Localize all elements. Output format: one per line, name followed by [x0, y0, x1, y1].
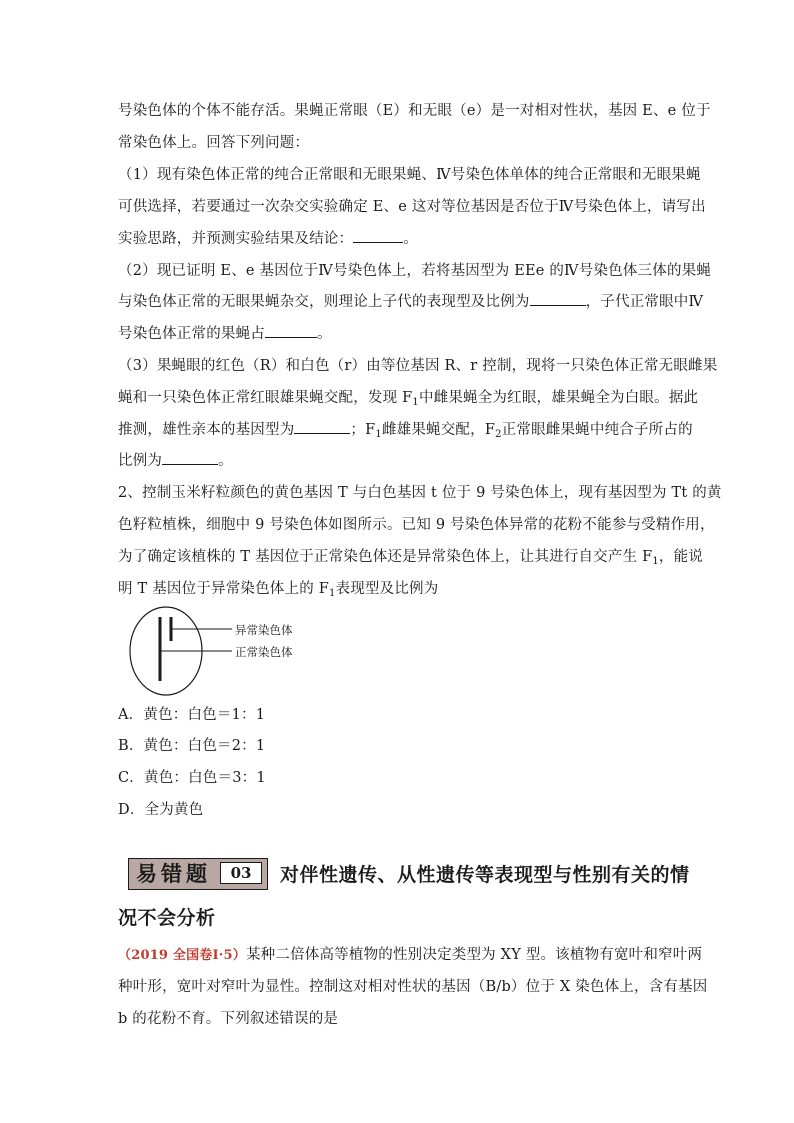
section-banner	[128, 858, 268, 890]
q1-part3-line-1: （3）果蝇眼的红色（R）和白色（r）由等位基因 R、r 控制，现将一只染色体正常无眼雌果	[118, 358, 718, 374]
q1-part3-text-c: 推测，雄性亲本的基因型为	[118, 422, 295, 438]
q1-part3-text-e: 雌雄果蝇交配，F	[381, 422, 496, 438]
q1-part3-text-d: ；F	[350, 422, 376, 438]
q1-line-2: 常染色体上。回答下列问题：	[118, 135, 310, 151]
q2-line-2: 色籽粒植株，细胞中 9 号染色体如图所示。已知 9 号染色体异常的花粉不能参与受精作用，	[118, 517, 715, 533]
q2-line-4	[118, 579, 438, 604]
q1-part3-text-b: 中雌果蝇全为红眼，雄果蝇全为白眼。据此	[418, 390, 699, 406]
q1-part3-text-a: 蝇和一只染色体正常红眼雄果蝇交配，发现 F	[118, 390, 413, 406]
label-abnormal-chromosome: 异常染色体	[235, 623, 293, 637]
banner-number: 03	[220, 862, 262, 884]
q1-part1-text: 实验思路，并预测实验结果及结论：	[118, 231, 354, 247]
option-d[interactable]: D．全为黄色	[118, 802, 204, 818]
q1-part3-line-2	[118, 388, 698, 413]
option-c[interactable]: C．黄色：白色＝3：1	[118, 770, 266, 786]
q1-part3-line-4	[118, 451, 233, 471]
q1-part2-line-2	[118, 292, 703, 312]
answer-blank[interactable]	[353, 230, 403, 243]
answer-blank[interactable]	[265, 325, 317, 338]
q1-part3-text-g: 比例为	[118, 453, 163, 469]
q2-text-c: 明 T 基因位于异常染色体上的 F	[118, 581, 329, 597]
q1-part3-end: 。	[218, 453, 233, 469]
q2-text-a: 为了确定该植株的 T 基因位于正常染色体还是异常染色体上，让其进行自交产生 F	[118, 549, 653, 565]
q3-line-3: b 的花粉不育。下列叙述错误的是	[118, 1011, 339, 1027]
subscript: 1	[375, 429, 382, 440]
q1-part2-line-1: （2）现已证明 E、e 基因位于Ⅳ号染色体上，若将基因型为 EEe 的Ⅳ号染色体三体的果蝇	[118, 263, 712, 279]
q3-line-1	[118, 945, 702, 966]
q2-line-3	[118, 547, 703, 572]
q2-text-b: ，能说	[658, 549, 704, 565]
q1-part2-text-a: 与染色体正常的无眼果蝇杂交，则理论上子代的表现型及比例为	[118, 294, 530, 310]
answer-blank[interactable]	[162, 452, 218, 465]
answer-blank[interactable]	[294, 421, 350, 434]
subscript: 2	[495, 429, 502, 440]
q1-part2-text-b: ，子代正常眼中Ⅳ	[585, 294, 704, 310]
question-source: （2019 全国卷Ⅰ·5）	[118, 948, 246, 963]
section-heading-line-2: 况不会分析	[118, 907, 216, 929]
option-a[interactable]: A．黄色：白色＝1：1	[118, 707, 266, 723]
q1-part1-end: 。	[403, 231, 418, 247]
q1-line-1: 号染色体的个体不能存活。果蝇正常眼（E）和无眼（e）是一对相对性状，基因 E、e 位于	[118, 103, 711, 119]
q1-part3-line-3	[118, 420, 693, 445]
subscript: 1	[328, 588, 336, 599]
subscript: 1	[412, 397, 419, 408]
q1-part2-end: 。	[317, 326, 332, 342]
label-normal-chromosome: 正常染色体	[235, 645, 293, 659]
q2-line-1: 2、控制玉米籽粒颜色的黄色基因 T 与白色基因 t 位于 9 号染色体上，现有基因型为 Tt 的黄	[118, 485, 722, 501]
q1-part1-line-3	[118, 229, 418, 249]
answer-blank[interactable]	[530, 293, 586, 306]
q2-text-d: 表现型及比例为	[335, 581, 439, 597]
q3-text-1: 某种二倍体高等植物的性别决定类型为 XY 型。该植物有宽叶和窄叶两	[245, 947, 703, 963]
q1-part1-line-1: （1）现有染色体正常的纯合正常眼和无眼果蝇、Ⅳ号染色体单体的纯合正常眼和无眼果蝇	[118, 167, 701, 183]
section-heading-line-1: 对伴性遗传、从性遗传等表现型与性别有关的情	[280, 864, 690, 886]
q1-part3-text-f: 正常眼雌果蝇中纯合子所占的	[501, 422, 693, 438]
chromosome-figure	[128, 605, 318, 697]
subscript: 1	[652, 556, 659, 567]
q3-line-2: 种叶形，宽叶对窄叶为显性。控制这对相对性状的基因（B/b）位于 X 染色体上，含有基因	[118, 979, 708, 995]
q1-part2-line-3	[118, 324, 332, 344]
q1-part2-text-c: 号染色体正常的果蝇占	[118, 326, 265, 342]
option-b[interactable]: B．黄色：白色＝2：1	[118, 738, 266, 754]
q1-part1-line-2: 可供选择，若要通过一次杂交实验确定 E、e 这对等位基因是否位于Ⅳ号染色体上，请写出	[118, 199, 706, 215]
banner-title: 易错题	[136, 861, 211, 886]
